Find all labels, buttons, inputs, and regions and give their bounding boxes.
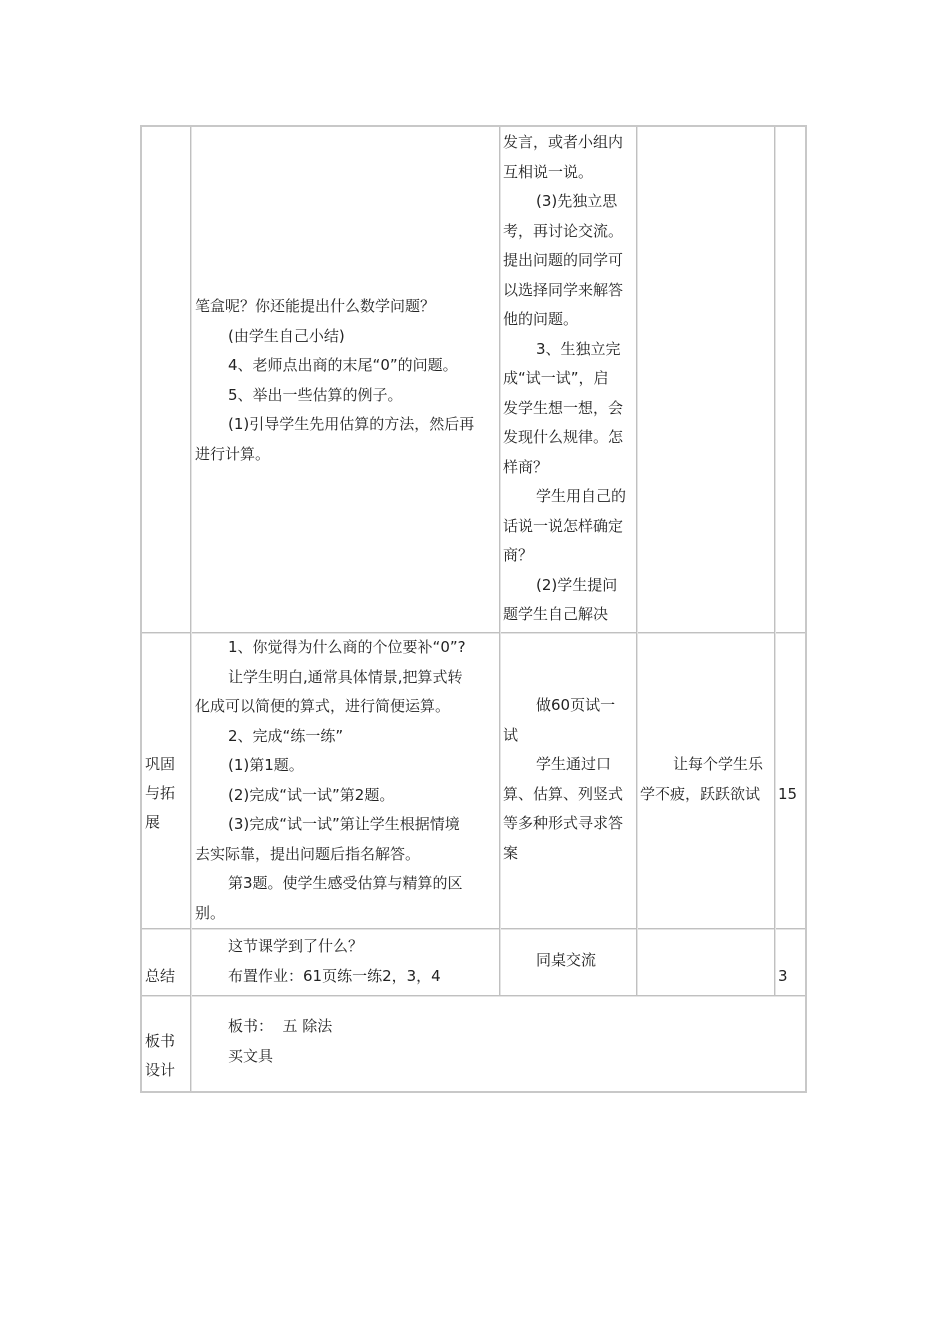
process-line: (1)引导学生先用估算的方法，然后再 <box>228 415 475 433</box>
row-label-line: 展 <box>145 813 161 831</box>
student-line: 话说一说怎样确定 <box>503 516 624 535</box>
row-label-line: 巩固 <box>145 755 176 773</box>
student-line: (2)学生提问 <box>536 575 618 594</box>
student-line: 同桌交流 <box>536 951 597 969</box>
student-line: 学生通过口 <box>536 755 612 773</box>
row2-student-cell <box>503 691 623 868</box>
process-line: 2、完成“练一练” <box>228 726 344 745</box>
student-line: 3、生独立完 <box>536 339 621 358</box>
student-line: 算、估算、列竖式 <box>503 784 624 803</box>
row3-time-cell <box>778 962 788 992</box>
process-line: (2)完成“试一试”第2题。 <box>228 785 395 804</box>
student-line: 发学生想一想，会 <box>503 398 624 417</box>
row-label: 总结 <box>145 967 176 985</box>
row4-label-cell <box>145 1027 175 1085</box>
row3-process-cell <box>195 932 441 991</box>
student-line: 试 <box>503 725 519 744</box>
student-line: 考，再讨论交流。 <box>503 221 624 240</box>
row-label-line: 板书 <box>145 1032 176 1050</box>
process-line: 让学生明白,通常具体情景,把算式转 <box>228 667 463 686</box>
row3-label-cell <box>145 962 175 991</box>
process-line: 笔盒呢？你还能提出什么数学问题？ <box>195 297 436 315</box>
student-line: (3)先独立思 <box>536 192 618 210</box>
process-line: 第3题。使学生感受估算与精算的区 <box>228 874 463 892</box>
student-line: 等多种形式寻求答 <box>503 814 624 832</box>
process-line: (1)第1题。 <box>228 756 304 774</box>
column-divider <box>774 127 776 995</box>
student-line: 以选择同学来解答 <box>503 280 624 299</box>
row-divider <box>142 995 805 997</box>
row2-intent-cell <box>640 750 763 809</box>
student-line: 提出问题的同学可 <box>503 251 624 269</box>
row-label-line: 设计 <box>145 1061 176 1079</box>
process-line: 去实际靠，提出问题后指名解答。 <box>195 844 421 863</box>
time-value: 3 <box>778 967 788 985</box>
intent-line: 让每个学生乐 <box>673 755 764 773</box>
student-line: 成“试一试”，启 <box>503 369 609 387</box>
student-line: 案 <box>503 843 519 862</box>
student-line: 题学生自己解决 <box>503 605 609 623</box>
row3-student-cell <box>503 946 596 976</box>
time-value: 15 <box>778 785 798 803</box>
column-divider <box>190 127 192 1091</box>
row-label-line: 与拓 <box>145 784 176 802</box>
process-line: 别。 <box>195 903 226 922</box>
student-line: 发现什么规律。怎 <box>503 428 624 446</box>
row2-label-cell <box>145 750 175 837</box>
row2-time-cell <box>778 780 797 810</box>
process-line: 化成可以简便的算式，进行简便运算。 <box>195 697 451 715</box>
column-divider <box>636 127 638 995</box>
row1-student-cell <box>503 128 626 630</box>
student-line: 发言，或者小组内 <box>503 133 624 151</box>
student-line: 做60页试一 <box>536 696 616 714</box>
process-line: 进行计算。 <box>195 444 271 463</box>
board-line: 板书： 五 除法 <box>228 1017 333 1035</box>
process-line: 1、你觉得为什么商的个位要补“0”? <box>228 638 466 656</box>
row4-content-cell <box>195 1012 332 1071</box>
process-line: 布置作业：61页练一练2，3，4 <box>228 966 441 985</box>
student-line: 样商？ <box>503 457 549 476</box>
column-divider <box>499 127 501 995</box>
student-line: 商？ <box>503 546 534 564</box>
process-line: (由学生自己小结) <box>228 326 345 345</box>
row-divider <box>142 928 805 930</box>
intent-line: 学不疲，跃跃欲试 <box>640 784 761 803</box>
process-line: 5、举出一些估算的例子。 <box>228 385 403 404</box>
process-line: 4、老师点出商的末尾“0”的问题。 <box>228 356 458 374</box>
row2-process-cell <box>195 633 466 928</box>
board-line: 买文具 <box>228 1046 274 1065</box>
row1-process-cell <box>195 292 474 469</box>
student-line: 学生用自己的 <box>536 487 627 505</box>
process-line: (3)完成“试一试”第让学生根据情境 <box>228 815 460 833</box>
student-line: 他的问题。 <box>503 310 579 328</box>
student-line: 互相说一说。 <box>503 162 594 181</box>
process-line: 这节课学到了什么？ <box>228 937 364 955</box>
